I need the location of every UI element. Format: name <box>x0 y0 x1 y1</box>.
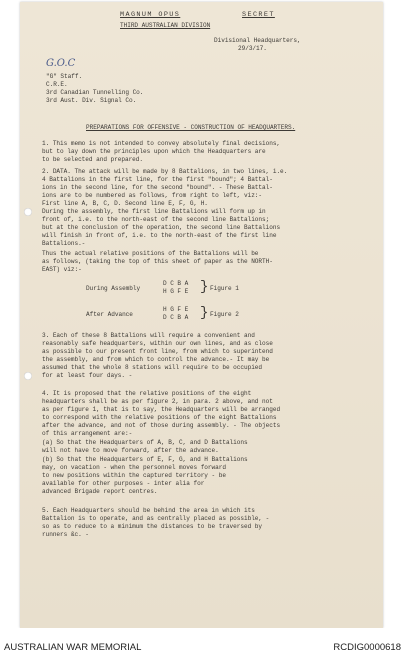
line: 1. This memo is not intended to convey absolutely final decisions, <box>42 140 281 147</box>
figure-advance-bottom: D C B A <box>163 314 189 321</box>
line: to new positions within the captured territory - be <box>42 472 226 479</box>
line: 3. Each of these 8 Battalions will require a convenient and <box>42 332 255 339</box>
figure-assembly-bottom: H G F E <box>163 288 189 295</box>
line: (a) So that the Headquarters of A, B, C, and D Battalions <box>42 439 248 446</box>
distribution-1: C.R.E. <box>46 81 68 88</box>
header-division: THIRD AUSTRALIAN DIVISION <box>120 22 211 29</box>
brace-icon: } <box>200 305 209 321</box>
header-hq: Divisional Headquarters, <box>214 37 301 44</box>
distribution-3: 3rd Aust. Div. Signal Co. <box>46 97 137 104</box>
line: to be selected and prepared. <box>42 156 143 163</box>
line: available for other purposes - inter alia for <box>42 480 205 487</box>
line: During the assembly, the first line Battalions will form up in <box>42 208 266 215</box>
line: may, on vacation - when the personnel moves forward <box>42 464 226 471</box>
line: the assembly, and from which to control the advance.- It may be <box>42 356 270 363</box>
line: but to lay down the principles upon which the Headquarters are <box>42 148 266 155</box>
line: will finish in front of, i.e. to the north-east of the first line <box>42 232 277 239</box>
line: assumed that the whole 8 stations will require to be occupied <box>42 364 263 371</box>
line: as per figure 1, that is to say, the Headquarters will be arranged <box>42 406 281 413</box>
line: EAST) viz:- <box>42 266 82 273</box>
line: so as to reduce to a minimum the distances to be traversed by <box>42 523 263 530</box>
line: 4 Battalions in the first line, for the first "bound"; 4 Battal- <box>42 176 273 183</box>
figure-assembly-top: D C B A <box>163 280 189 287</box>
footer-right: RCDIG0000618 <box>333 642 401 653</box>
header-secret: SECRET <box>242 11 275 19</box>
punch-hole-bottom <box>24 372 32 380</box>
line: ions in the second line, for the second "bound". - These Battal- <box>42 184 273 191</box>
line: runners &c. - <box>42 531 89 538</box>
document-page <box>20 2 383 628</box>
line: (b) So that the Headquarters of E, F, G, and H Battalions <box>42 456 248 463</box>
line: 4. It is proposed that the relative positions of the eight <box>42 390 252 397</box>
footer-left: AUSTRALIAN WAR MEMORIAL <box>4 642 142 653</box>
line: reasonably safe headquarters, within our own lines, and as close <box>42 340 273 347</box>
line: to correspond with the relative positions of the eight Battalions <box>42 414 277 421</box>
line: Battalion is to operate, and as centrally placed as possible, - <box>42 515 270 522</box>
figure-assembly-label: During Assembly <box>86 285 141 292</box>
figure-1-label: Figure 1 <box>210 285 239 292</box>
distribution-2: 3rd Canadian Tunnelling Co. <box>46 89 144 96</box>
figure-advance-label: After Advance <box>86 311 133 318</box>
brace-icon: } <box>200 279 209 295</box>
line: but at the conclusion of the operation, the second line Battalions <box>42 224 281 231</box>
handwritten-goc: G.O.C <box>46 58 76 69</box>
header-date: 29/3/17. <box>238 45 267 52</box>
line: as possible to our present front line, from which to superintend <box>42 348 273 355</box>
line: as follows, (taking the top of this sheet of paper as the NORTH- <box>42 258 273 265</box>
line: Battalions.- <box>42 240 86 247</box>
line: of this arrangement are:- <box>42 430 133 437</box>
line: ions are to be numbered as follows, from right to left, viz:- <box>42 192 263 199</box>
line: headquarters shall be as per figure 2, in para. 2 above, and not <box>42 398 273 405</box>
line: for at least four days. - <box>42 372 133 379</box>
line: Thus the actual relative positions of the Battalions will be <box>42 250 259 257</box>
memo-title: PREPARATIONS FOR OFFENSIVE - CONSTRUCTION OF HEADQUARTERS. <box>86 124 296 131</box>
line: after the advance, and not of those during assembly. - The objects <box>42 422 281 429</box>
distribution-0: "G" Staff. <box>46 73 83 80</box>
line: 2. DATA. The attack will be made by 8 Battalions, in two lines, i.e. <box>42 168 288 175</box>
punch-hole-top <box>24 208 32 216</box>
header-magnum-opus: MAGNUM OPUS <box>120 11 181 19</box>
archive-footer <box>0 628 405 654</box>
figure-advance-top: H G F E <box>163 306 189 313</box>
line: front of, i.e. to the north-east of the second line Battalions; <box>42 216 270 223</box>
line: will not have to move forward, after the advance. <box>42 447 219 454</box>
line: advanced Brigade report centres. <box>42 488 158 495</box>
line: 5. Each Headquarters should be behind the area in which its <box>42 507 255 514</box>
line: First line A, B, C, D. Second line E, F, G, H. <box>42 200 208 207</box>
figure-2-label: Figure 2 <box>210 311 239 318</box>
